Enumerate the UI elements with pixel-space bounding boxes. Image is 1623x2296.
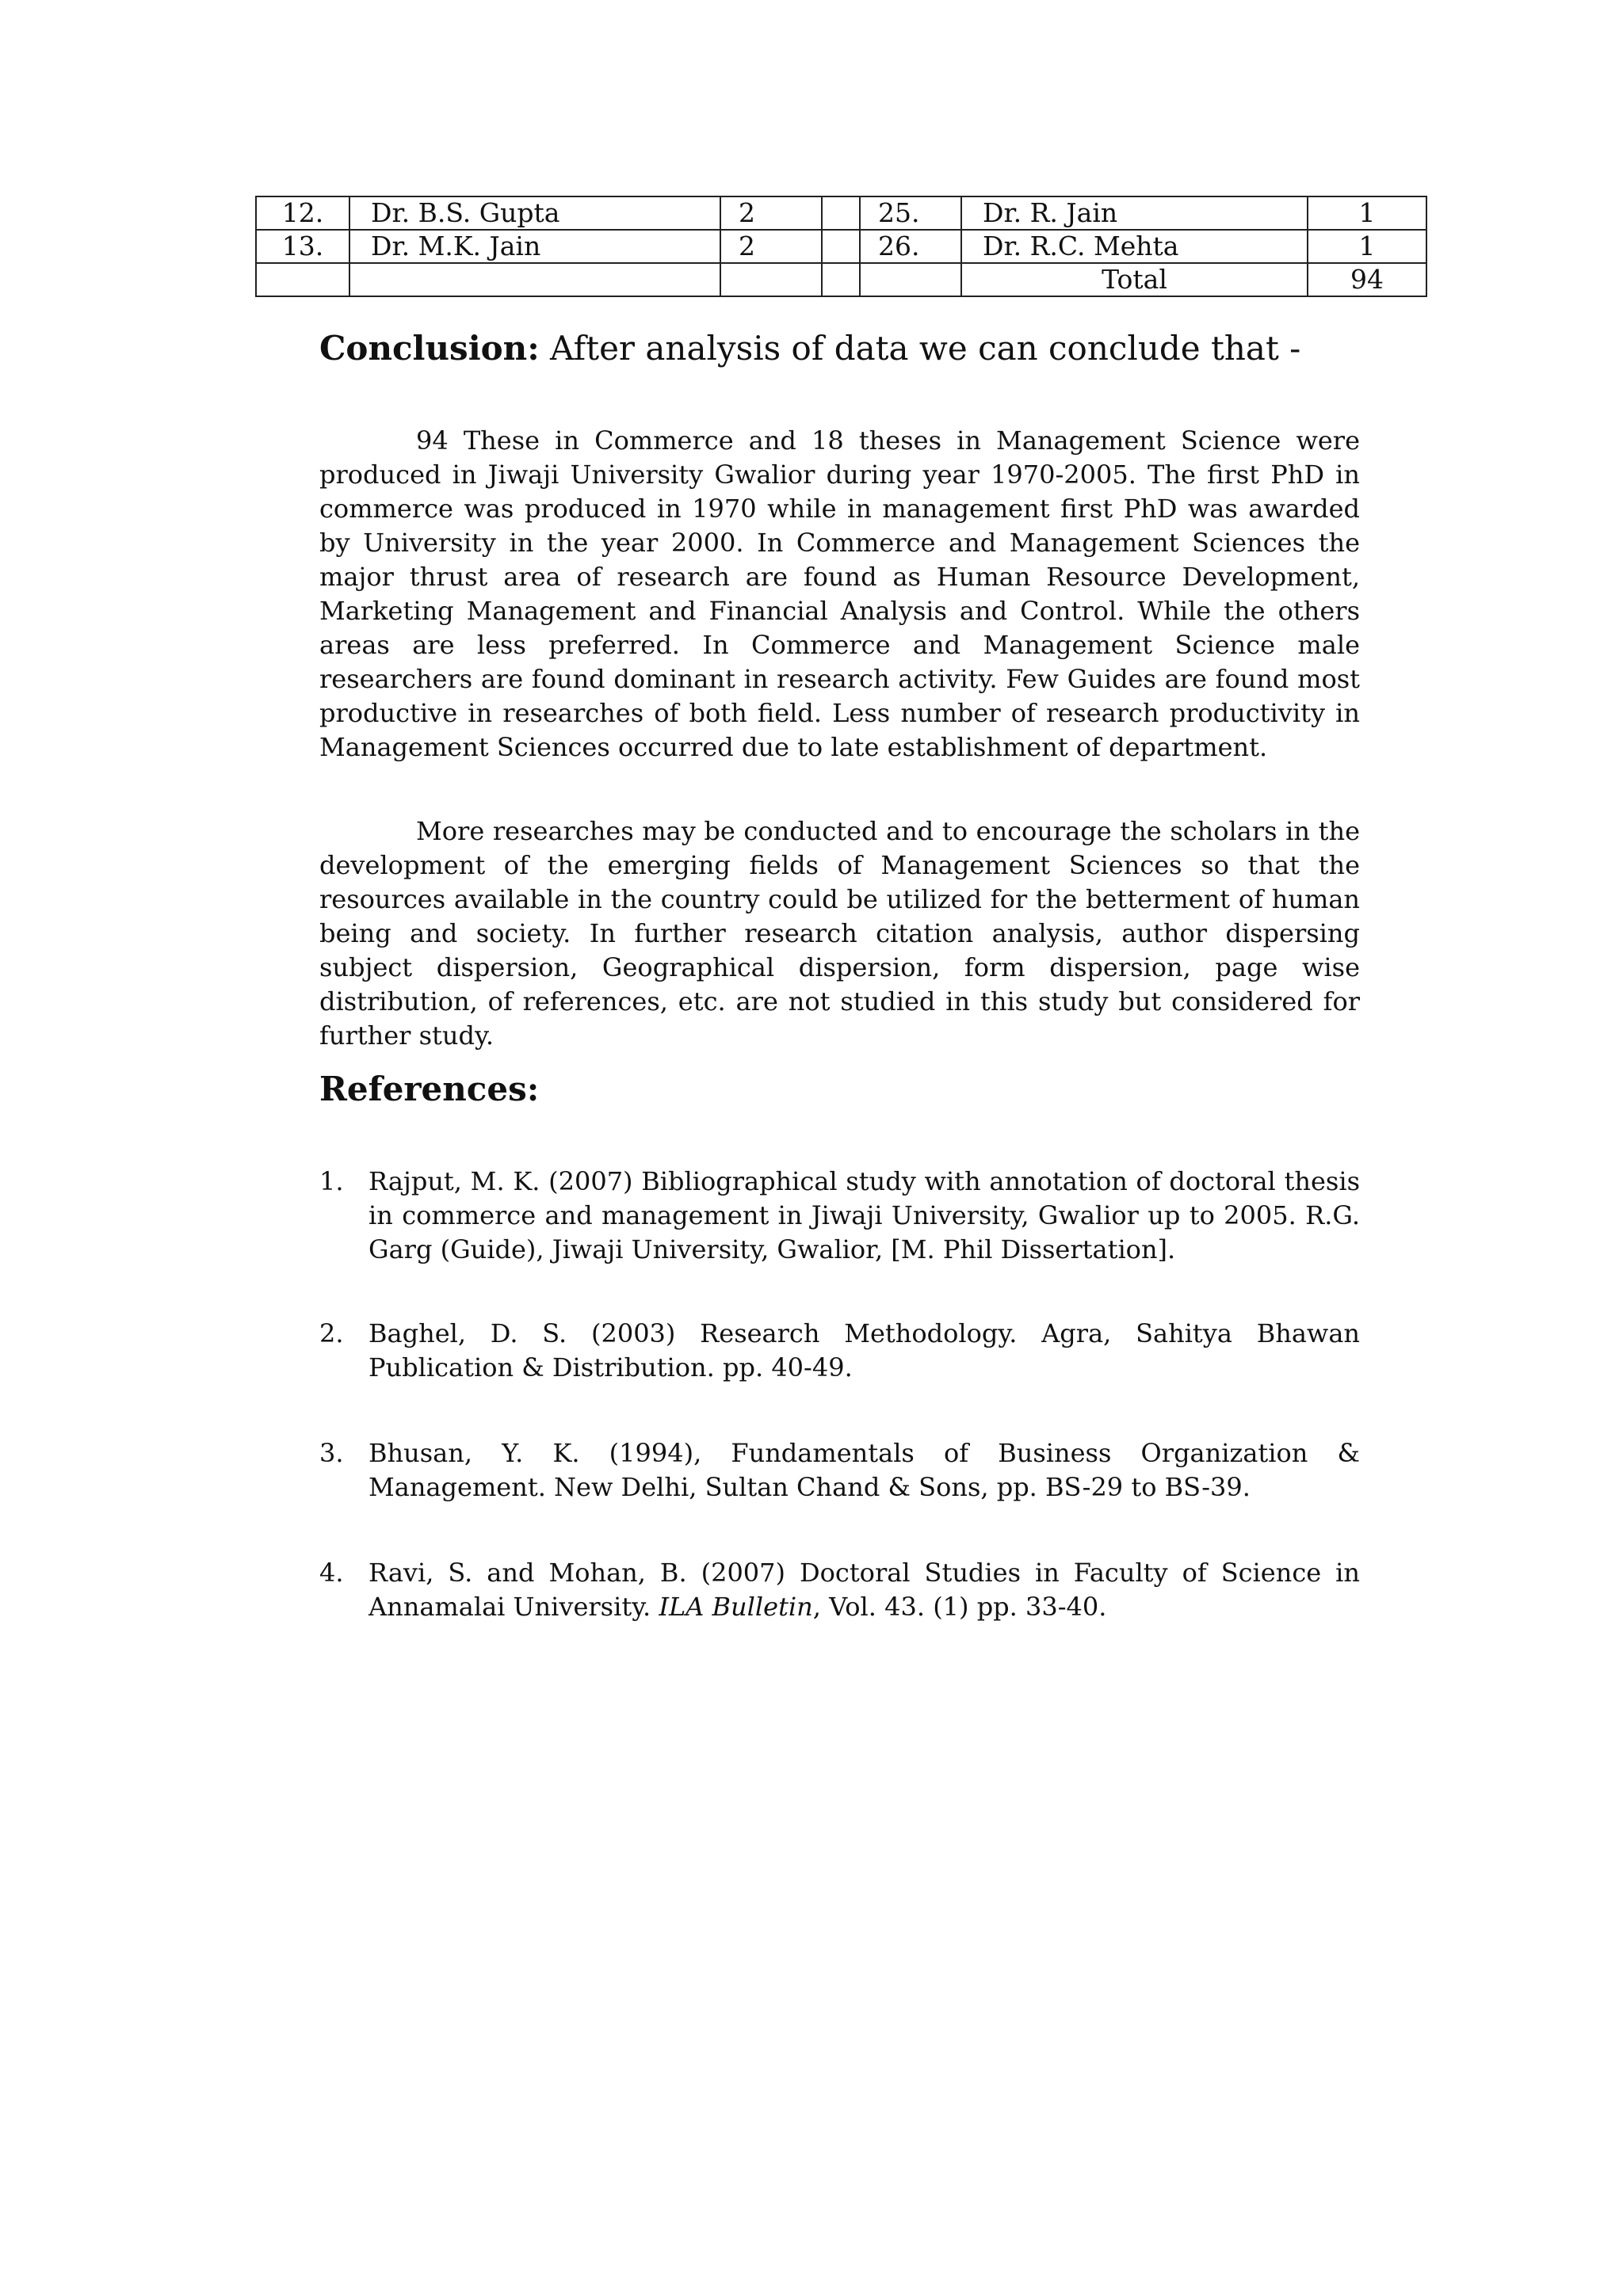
reference-item	[319, 1556, 1360, 1624]
blank-cell	[720, 263, 822, 296]
reference-item	[319, 1165, 1360, 1267]
conclusion-paragraph-2: More researches may be conducted and to encourage the scholars in the development of the emerging fields of Management Sciences so that the resources available in the country could be utilized for the betterment of human being and society. In further research citation analysis, author dispersing subject dispersion, Geographical dispersion, form dispersion, page wise distribution, of references, etc. are not studied in this study but considered for further study.	[319, 816, 1360, 1051]
guide-name: Dr. R.C. Mehta	[961, 230, 1308, 263]
table-row	[256, 230, 1426, 263]
reference-text-part: , Vol. 43. (1) pp. 33-40.	[812, 1592, 1107, 1622]
serial-number: 26.	[860, 230, 961, 263]
blank-cell	[822, 196, 860, 230]
serial-number: 12.	[256, 196, 349, 230]
reference-text: Bhusan, Y. K. (1994), Fundamentals of Business Organization & Management. New Delhi, Sultan Chand & Sons, pp. BS-29 to BS-39.	[369, 1438, 1360, 1502]
conclusion-heading	[319, 329, 1300, 368]
guide-name: Dr. M.K. Jain	[349, 230, 720, 263]
blank-cell	[822, 263, 860, 296]
thesis-count: 1	[1308, 230, 1426, 263]
reference-item	[319, 1436, 1360, 1505]
references-heading: References:	[319, 1070, 540, 1108]
reference-number: 1.	[319, 1166, 344, 1196]
blank-cell	[349, 263, 720, 296]
blank-cell	[860, 263, 961, 296]
table-total-row	[256, 263, 1426, 296]
conclusion-paragraph-1: 94 These in Commerce and 18 theses in Management Science were produced in Jiwaji University Gwalior during year 1970-2005. The first PhD in commerce was produced in 1970 while in management first PhD was awarded by University in the year 2000. In Commerce and Management Sciences the major thrust area of research are found as Human Resource Development, Marketing Management and Financial Analysis and Control. While the others areas are less preferred. In Commerce and Management Science male researchers are found dominant in research activity. Few Guides are found most productive in researches of both field. Less number of research productivity in Management Sciences occurred due to late establishment of department.	[319, 425, 1360, 762]
blank-cell	[256, 263, 349, 296]
total-value: 94	[1308, 263, 1426, 296]
blank-cell	[822, 230, 860, 263]
reference-text: Baghel, D. S. (2003) Research Methodology. Agra, Sahitya Bhawan Publication & Distribution. pp. 40-49.	[369, 1318, 1360, 1383]
thesis-count: 2	[720, 230, 822, 263]
guides-table	[255, 196, 1427, 297]
guide-name: Dr. R. Jain	[961, 196, 1308, 230]
reference-number: 3.	[319, 1438, 344, 1468]
reference-text-part: Ravi, S. and Mohan, B. (2007) Doctoral Studies in Faculty of Science in Annamalai University.	[369, 1558, 1360, 1622]
reference-number: 4.	[319, 1558, 344, 1588]
table-row	[256, 196, 1426, 230]
reference-number: 2.	[319, 1318, 344, 1348]
conclusion-lead: After analysis of data we can conclude that -	[539, 329, 1301, 368]
guide-name: Dr. B.S. Gupta	[349, 196, 720, 230]
reference-text	[369, 1556, 1360, 1624]
serial-number: 25.	[860, 196, 961, 230]
thesis-count: 1	[1308, 196, 1426, 230]
thesis-count: 2	[720, 196, 822, 230]
reference-item	[319, 1317, 1360, 1385]
journal-title: ILA Bulletin	[659, 1592, 813, 1622]
reference-text: Rajput, M. K. (2007) Bibliographical study with annotation of doctoral thesis in commerce and management in Jiwaji University, Gwalior up to 2005. R.G. Garg (Guide), Jiwaji University, Gwalior, [M. Phil Dissertation].	[369, 1166, 1360, 1264]
serial-number: 13.	[256, 230, 349, 263]
total-label: Total	[961, 263, 1308, 296]
conclusion-title: Conclusion:	[319, 329, 540, 368]
